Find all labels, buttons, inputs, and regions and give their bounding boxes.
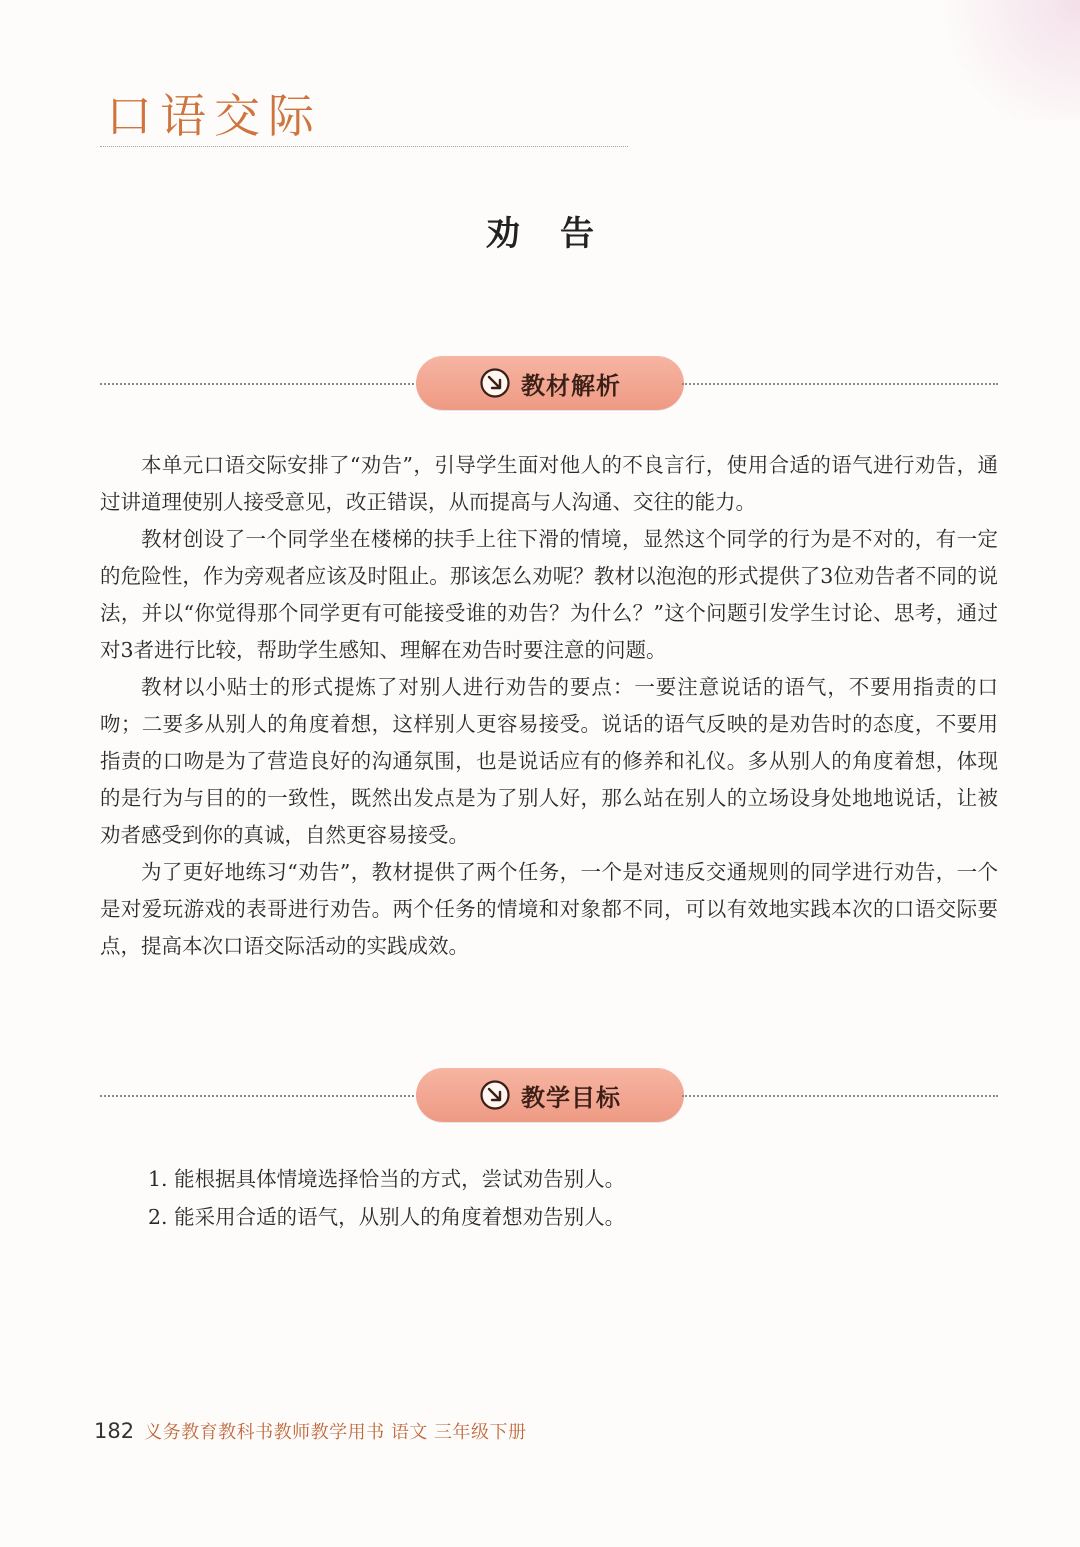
analysis-body — [100, 447, 998, 965]
section-banner-analysis — [100, 356, 998, 412]
page-footer — [94, 1418, 527, 1444]
book-title: 义务教育教科书教师教学用书 语文 三年级下册 — [144, 1422, 527, 1443]
banner-pill — [416, 1068, 684, 1122]
goal-item: 1. 能根据具体情境选择恰当的方式，尝试劝告别人。 — [148, 1167, 626, 1191]
banner-label: 教学目标 — [521, 1083, 621, 1112]
banner-label: 教材解析 — [521, 371, 621, 400]
banner-rule-right — [682, 1095, 998, 1097]
section-title: 口语交际 — [106, 89, 322, 143]
goal-item: 2. 能采用合适的语气，从别人的角度着想劝告别人。 — [148, 1205, 626, 1229]
section-banner-goals — [100, 1068, 998, 1124]
paragraph: 教材以小贴士的形式提炼了对别人进行劝告的要点：一要注意说话的语气，不要用指责的口吻；二要多从别人的角度着想，这样别人更容易接受。说话的语气反映的是劝告时的态度，不要用指责的口吻是为了营造良好的沟通氛围，也是说话应有的修养和礼仪。多从别人的角度着想，体现的是行为与目的的一致性，既然出发点是为了别人好，那么站在别人的立场设身处地地说话，让被劝者感受到你的真诚，自然更容易接受。 — [100, 675, 998, 847]
circled-arrow-down-right-icon — [479, 367, 511, 399]
banner-rule-left — [100, 1095, 418, 1097]
lesson-title: 劝告 — [486, 214, 634, 254]
goals-list — [148, 1160, 625, 1236]
circled-arrow-down-right-icon — [479, 1079, 511, 1111]
banner-rule-left — [100, 383, 418, 385]
title-divider — [100, 146, 628, 147]
paragraph: 为了更好地练习“劝告”，教材提供了两个任务，一个是对违反交通规则的同学进行劝告，一个是对爱玩游戏的表哥进行劝告。两个任务的情境和对象都不同，可以有效地实践本次的口语交际要点，提高本次口语交际活动的实践成效。 — [100, 860, 998, 958]
page-number: 182 — [94, 1419, 135, 1443]
paragraph: 本单元口语交际安排了“劝告”，引导学生面对他人的不良言行，使用合适的语气进行劝告，通过讲道理使别人接受意见，改正错误，从而提高与人沟通、交往的能力。 — [100, 453, 998, 514]
banner-rule-right — [682, 383, 998, 385]
banner-pill — [416, 356, 684, 410]
paragraph: 教材创设了一个同学坐在楼梯的扶手上往下滑的情境，显然这个同学的行为是不对的，有一定的危险性，作为旁观者应该及时阻止。那该怎么劝呢？教材以泡泡的形式提供了3位劝告者不同的说法，并以“你觉得那个同学更有可能接受谁的劝告？为什么？”这个问题引发学生讨论、思考，通过对3者进行比较，帮助学生感知、理解在劝告时要注意的问题。 — [100, 527, 998, 662]
corner-tint — [920, 0, 1080, 120]
